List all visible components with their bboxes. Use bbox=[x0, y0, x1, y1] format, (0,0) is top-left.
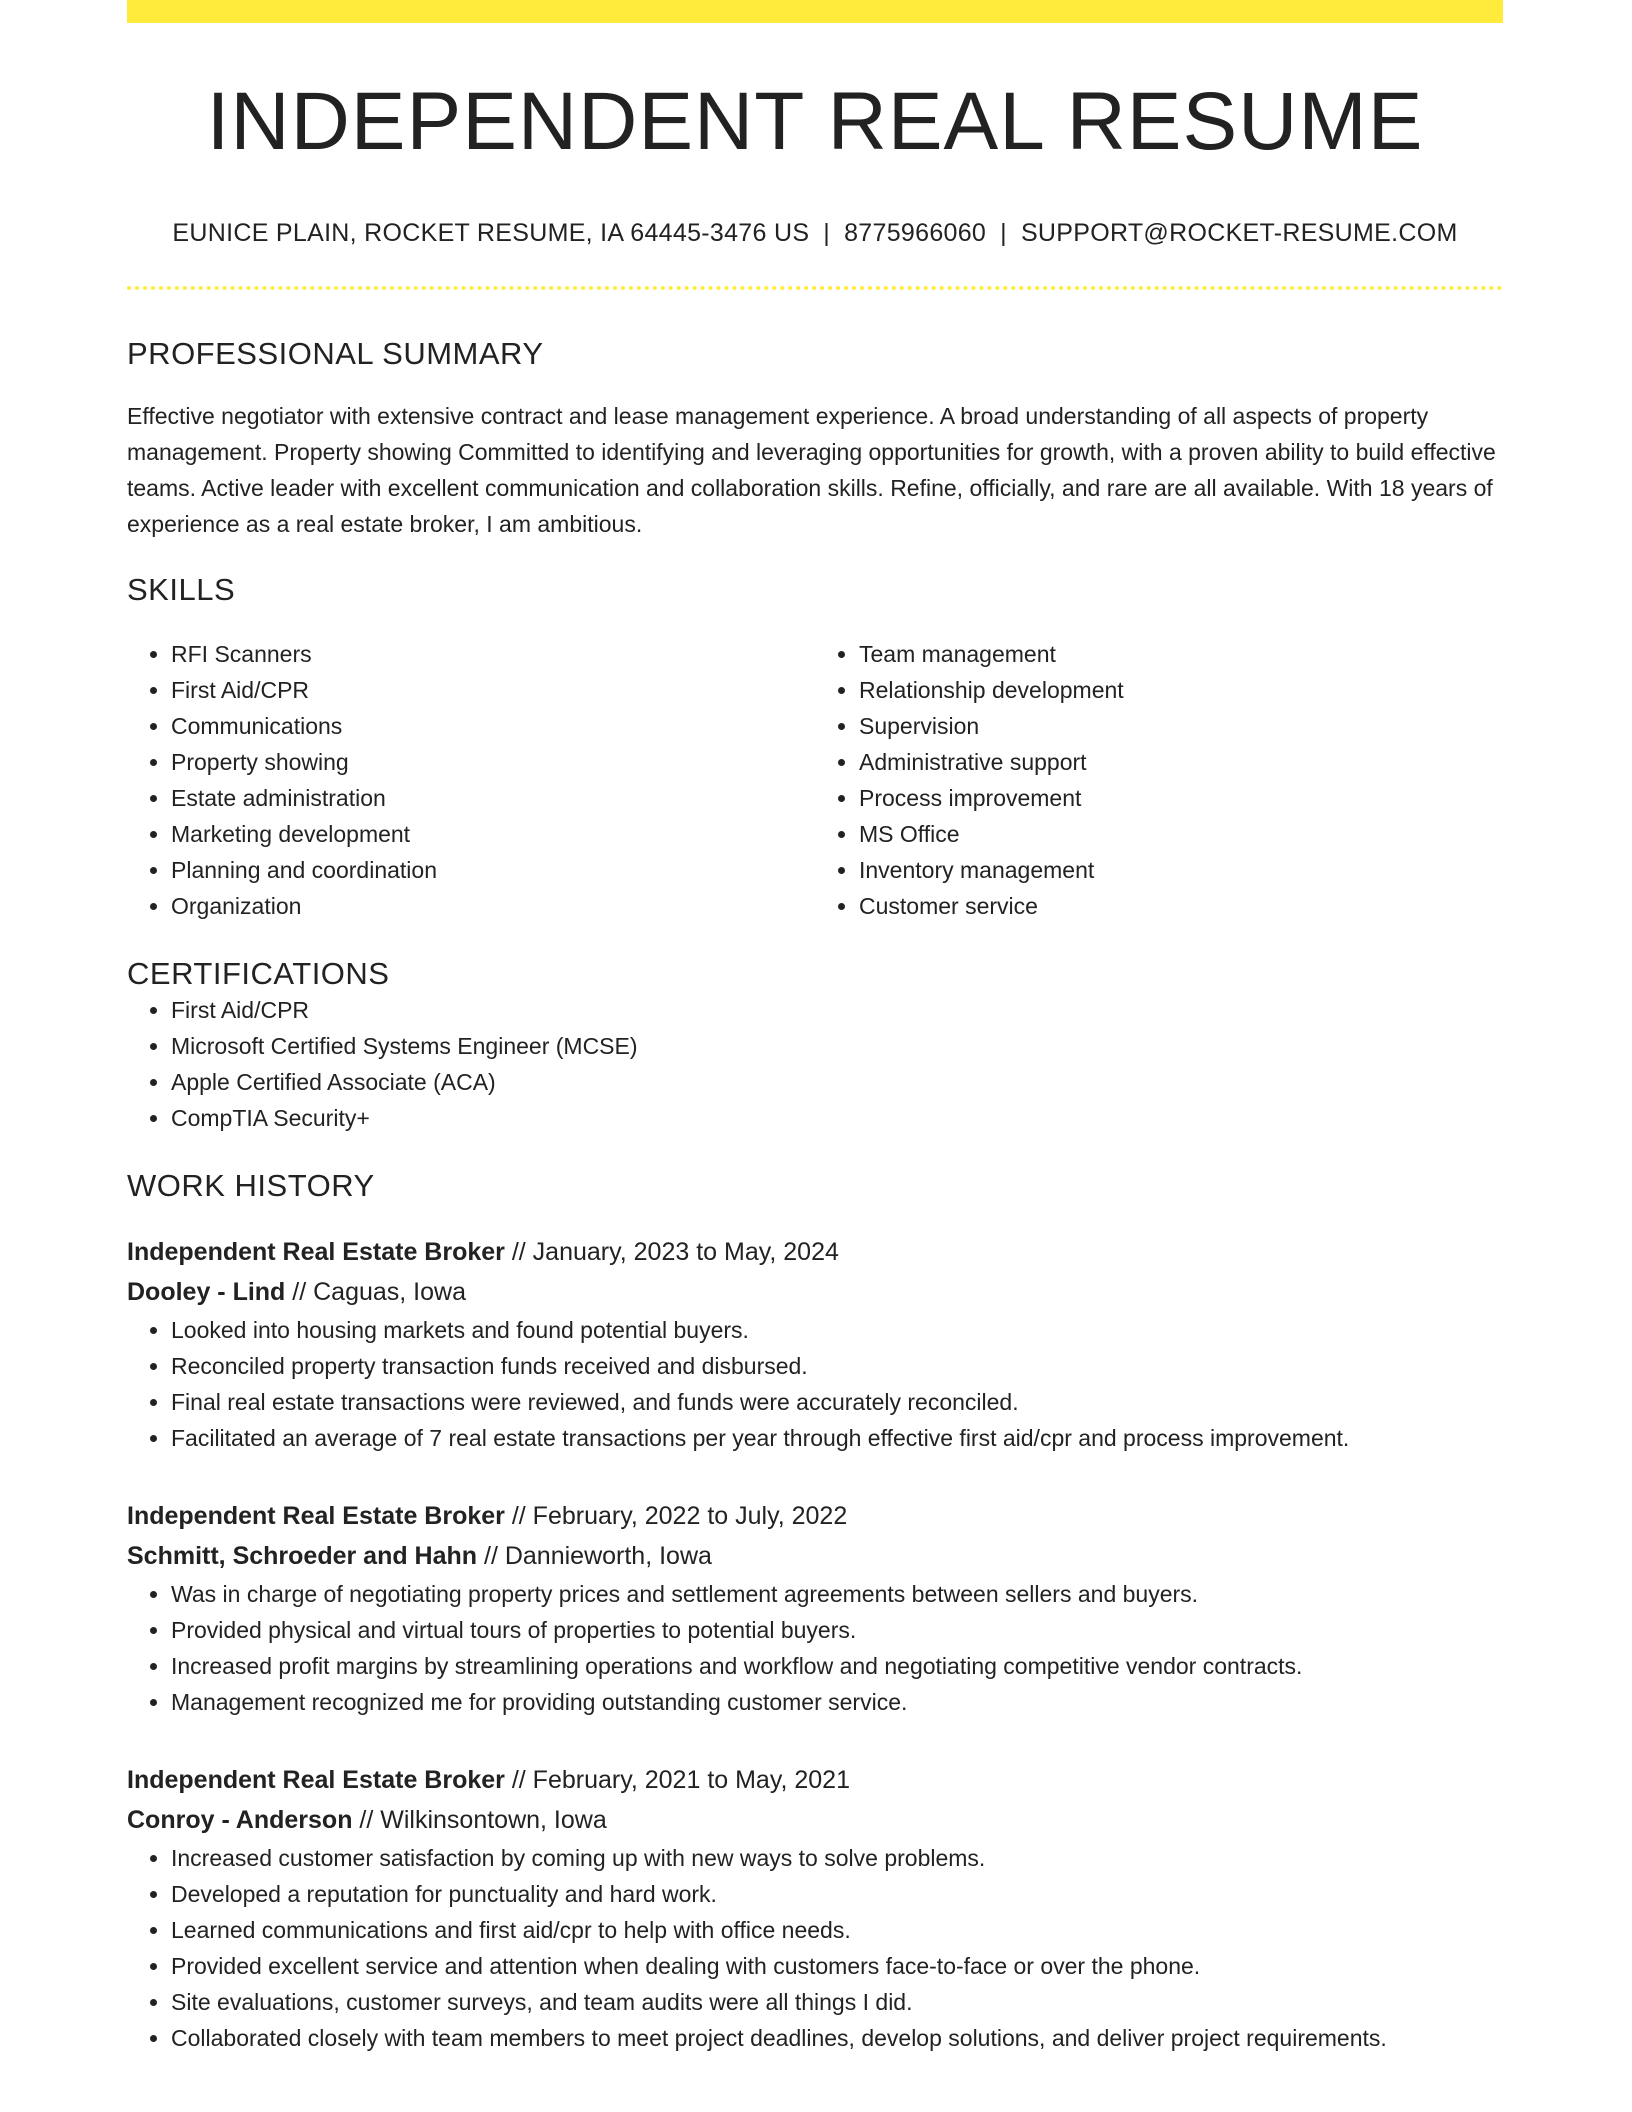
skill-item: • Property showing bbox=[171, 744, 815, 780]
job-bullet: • Facilitated an average of 7 real estate transactions per year through effective first aid/cpr and process improvement. bbox=[171, 1420, 1503, 1456]
skill-item: • Administrative support bbox=[859, 744, 1503, 780]
contact-separator: | bbox=[1000, 219, 1007, 247]
job-bullet: • Increased customer satisfaction by coming up with new ways to solve problems. bbox=[171, 1840, 1503, 1876]
job-location: // Dannieworth, Iowa bbox=[484, 1542, 712, 1570]
skill-item: • MS Office bbox=[859, 816, 1503, 852]
skill-item: • Relationship development bbox=[859, 672, 1503, 708]
job-location: // Wilkinsontown, Iowa bbox=[359, 1806, 607, 1834]
job-dates: // February, 2021 to May, 2021 bbox=[511, 1766, 850, 1794]
skill-item: • Inventory management bbox=[859, 852, 1503, 888]
job-role: Independent Real Estate Broker bbox=[127, 1766, 505, 1794]
skills-list-left bbox=[127, 636, 815, 924]
contact-separator: | bbox=[823, 219, 831, 247]
accent-top-bar bbox=[127, 0, 1503, 23]
job-bullet: • Collaborated closely with team members to meet project deadlines, develop solutions, and deliver project requirements. bbox=[171, 2020, 1503, 2056]
work-history-heading: WORK HISTORY bbox=[127, 1168, 375, 1203]
contact-email: SUPPORT@ROCKET-RESUME.COM bbox=[1020, 219, 1458, 247]
skills-list-right bbox=[815, 636, 1503, 924]
skill-item: • RFI Scanners bbox=[171, 636, 815, 672]
skill-item: • Organization bbox=[171, 888, 815, 924]
job-bullet: • Was in charge of negotiating property prices and settlement agreements between sellers and buyers. bbox=[171, 1576, 1503, 1612]
job-dates: // February, 2022 to July, 2022 bbox=[511, 1502, 848, 1530]
job-role-line bbox=[127, 1232, 1503, 1272]
job-company: Conroy - Anderson bbox=[127, 1806, 353, 1834]
job-role: Independent Real Estate Broker bbox=[127, 1502, 505, 1530]
job-company-line bbox=[127, 1800, 1503, 1840]
resume-name: INDEPENDENT REAL RESUME bbox=[206, 76, 1424, 167]
certification-item: • Microsoft Certified Systems Engineer (MCSE) bbox=[171, 1028, 1503, 1064]
certifications-heading: CERTIFICATIONS bbox=[127, 956, 390, 991]
job-company: Schmitt, Schroeder and Hahn bbox=[127, 1542, 478, 1570]
job-company: Dooley - Lind bbox=[127, 1278, 286, 1306]
certification-item: • First Aid/CPR bbox=[171, 992, 1503, 1028]
contact-phone: 8775966060 bbox=[844, 219, 987, 247]
summary-heading: PROFESSIONAL SUMMARY bbox=[127, 336, 544, 371]
certification-item: • Apple Certified Associate (ACA) bbox=[171, 1064, 1503, 1100]
job-bullets bbox=[127, 1312, 1503, 1456]
job-bullet: • Management recognized me for providing outstanding customer service. bbox=[171, 1684, 1503, 1720]
skills-heading: SKILLS bbox=[127, 572, 236, 607]
skill-item: • Communications bbox=[171, 708, 815, 744]
dotted-divider bbox=[127, 286, 1503, 290]
job-bullet: • Site evaluations, customer surveys, and team audits were all things I did. bbox=[171, 1984, 1503, 2020]
resume-page bbox=[127, 0, 1503, 2056]
skill-item: • Customer service bbox=[859, 888, 1503, 924]
certification-item: • CompTIA Security+ bbox=[171, 1100, 1503, 1136]
skill-item: • First Aid/CPR bbox=[171, 672, 815, 708]
job-role-line bbox=[127, 1496, 1503, 1536]
job-entry bbox=[127, 1232, 1503, 1456]
skill-item: • Planning and coordination bbox=[171, 852, 815, 888]
job-dates: // January, 2023 to May, 2024 bbox=[511, 1238, 839, 1266]
skill-item: • Estate administration bbox=[171, 780, 815, 816]
job-role: Independent Real Estate Broker bbox=[127, 1238, 505, 1266]
skill-item: • Process improvement bbox=[859, 780, 1503, 816]
skill-item: • Team management bbox=[859, 636, 1503, 672]
job-role-line bbox=[127, 1760, 1503, 1800]
job-bullet: • Looked into housing markets and found potential buyers. bbox=[171, 1312, 1503, 1348]
job-bullets bbox=[127, 1576, 1503, 1720]
job-bullet: • Reconciled property transaction funds received and disbursed. bbox=[171, 1348, 1503, 1384]
skill-item: • Supervision bbox=[859, 708, 1503, 744]
job-bullet: • Learned communications and first aid/cpr to help with office needs. bbox=[171, 1912, 1503, 1948]
job-bullet: • Provided physical and virtual tours of properties to potential buyers. bbox=[171, 1612, 1503, 1648]
job-location: // Caguas, Iowa bbox=[292, 1278, 466, 1306]
job-entry bbox=[127, 1496, 1503, 1720]
job-bullet: • Final real estate transactions were reviewed, and funds were accurately reconciled. bbox=[171, 1384, 1503, 1420]
skills-columns bbox=[127, 636, 1503, 924]
job-bullet: • Developed a reputation for punctuality and hard work. bbox=[171, 1876, 1503, 1912]
skill-item: • Marketing development bbox=[171, 816, 815, 852]
job-company-line bbox=[127, 1272, 1503, 1312]
contact-address: EUNICE PLAIN, ROCKET RESUME, IA 64445-3476 US bbox=[172, 219, 810, 247]
job-bullet: • Increased profit margins by streamlining operations and workflow and negotiating competitive vendor contracts. bbox=[171, 1648, 1503, 1684]
contact-line bbox=[127, 219, 1503, 248]
job-company-line bbox=[127, 1536, 1503, 1576]
job-bullet: • Provided excellent service and attention when dealing with customers face-to-face or over the phone. bbox=[171, 1948, 1503, 1984]
job-bullets bbox=[127, 1840, 1503, 2056]
summary-text: Effective negotiator with extensive contract and lease management experience. A broad understanding of all aspects of property management. Property showing Committed to identifying and leveraging opportunities for growth, with a proven ability to build effective teams. Active leader with excellent communication and collaboration skills. Refine, officially, and rare are all available. With 18 years of experience as a real estate broker, I am ambitious. bbox=[127, 403, 1496, 537]
job-entry bbox=[127, 1760, 1503, 2056]
certifications-list bbox=[127, 992, 1503, 1136]
